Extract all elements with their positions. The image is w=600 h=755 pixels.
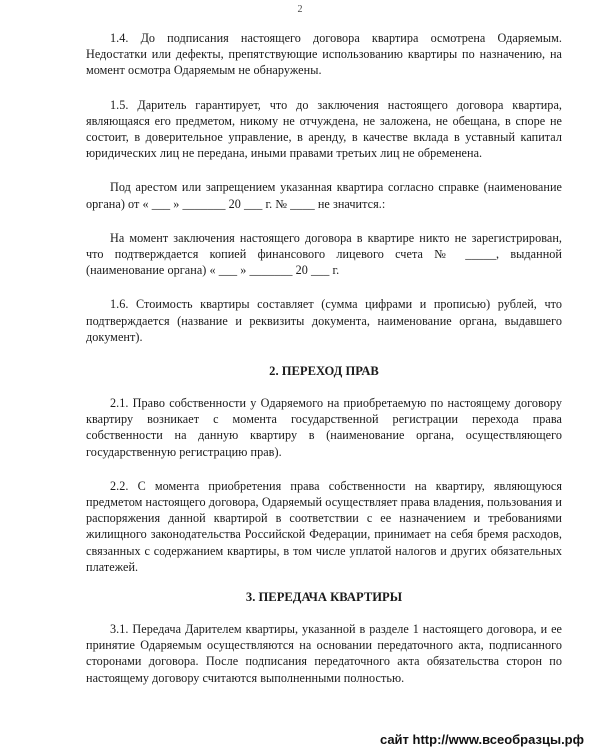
clause-2-2: 2.2. С момента приобретения права собственности на квартиру, являющуюся предметом настоящего договора, Одаряемый осуществляет права владения, пользования и распоряжения данной квартирой в соответствии с ее назначением и требованиями жилищного законодательства Российской Федерации, принимает на себя бремя расходов, связанных с содержанием квартиры, в том числе уплатой налогов и других обязательных платежей. [86, 478, 562, 574]
clause-1-6: 1.6. Стоимость квартиры составляет (сумма цифрами и прописью) рублей, что подтверждается (название и реквизиты документа, наименование органа, выдавшего документ). [86, 297, 562, 344]
arrest-paragraph: Под арестом или запрещением указанная квартира согласно справке (наименование органа) от « ___ » _______ 20 ___ г. № ____ не значится.: [86, 180, 562, 211]
site-watermark: сайт http://www.всеобразцы.рф [376, 732, 588, 747]
section-2-heading: 2. ПЕРЕХОД ПРАВ [269, 364, 379, 379]
clause-2-1: 2.1. Право собственности у Одаряемого на приобретаемую по настоящему договору квартиру возникает с момента государственной регистрации перехода права собственности на данную квартиру в (наименование органа, осуществляющего государственную регистрацию прав). [86, 396, 562, 459]
clause-3-1: 3.1. Передача Дарителем квартиры, указанной в разделе 1 настоящего договора, и ее принятие Одаряемым осуществляются на основании передаточного акта, подписанного сторонами договора. После подписания передаточного акта обязательства сторон по настоящему договору считаются выполненными полностью. [86, 622, 562, 685]
clause-1-5: 1.5. Даритель гарантирует, что до заключения настоящего договора квартира, являющаяся его предметом, никому не отчуждена, не заложена, не обещана, в споре не состоит, в доверительное управление, в аренду, в качестве вклада в уставный капитал юридических лиц не передана, иными правами третьих лиц не обременена. [86, 97, 562, 161]
registration-paragraph: На момент заключения настоящего договора в квартире никто не зарегистрирован, что подтверждается копией финансового лицевого счета № _____, выданной (наименование органа) « ___ » _______ 20 ___ г. [86, 230, 562, 278]
document-body [86, 30, 562, 704]
page-number: 2 [297, 4, 303, 15]
clause-1-4: 1.4. До подписания настоящего договора квартира осмотрена Одаряемым. Недостатки или дефекты, препятствующие использованию квартиры по назначению, на момент осмотра Одаряемым не обнаружены. [86, 31, 562, 78]
section-3-heading: 3. ПЕРЕДАЧА КВАРТИРЫ [245, 590, 403, 605]
